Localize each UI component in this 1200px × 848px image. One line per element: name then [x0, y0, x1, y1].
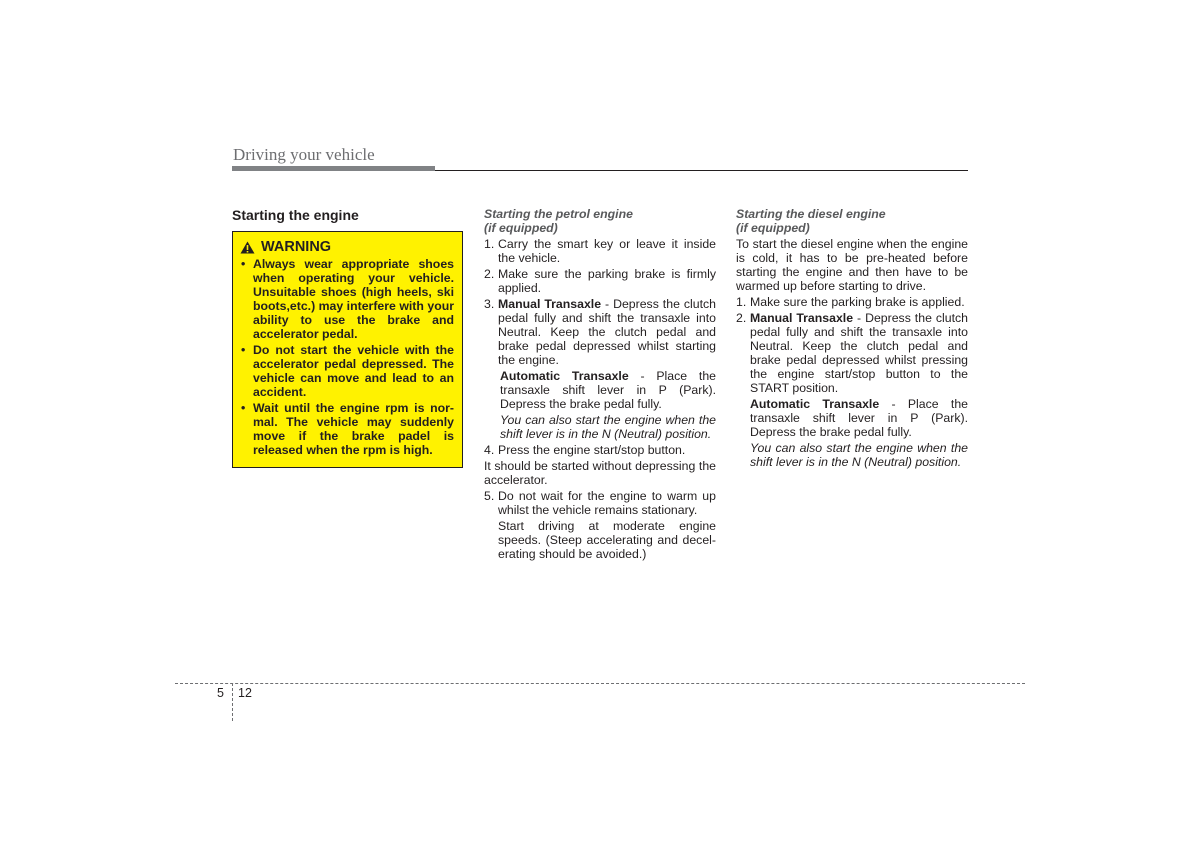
- automatic-transaxle-paragraph: Automatic Transaxle - Place the transaxle shift lever in P (Park). Depress the brake pedal fully.: [500, 369, 717, 411]
- neutral-note: You can also start the engine when the shift lever is in the N (Neutral) position.: [500, 413, 716, 441]
- header-rule-thin: [435, 170, 968, 171]
- section-heading: Starting the engine: [232, 207, 359, 223]
- page-header-title: Driving your vehicle: [233, 145, 375, 164]
- accelerator-note: It should be started without depressing the accelerator.: [484, 459, 716, 487]
- warning-box: [232, 231, 463, 468]
- column-starting-engine: [232, 207, 465, 468]
- warning-item: • Do not start the vehicle with the accelerator pedal depressed. The vehicle can move and lead to an accident.: [241, 343, 454, 399]
- column-petrol-engine: [484, 207, 716, 563]
- page-number: 12: [238, 686, 252, 700]
- chapter-number: 5: [217, 686, 224, 700]
- subheading-petrol: Starting the petrol engine (if equipped): [484, 207, 633, 235]
- column-diesel-engine: [736, 207, 968, 471]
- footer-rule: [175, 683, 1025, 684]
- automatic-transaxle-paragraph: Automatic Transaxle - Place the transaxle shift lever in P (Park). Depress the brake pedal fully.: [750, 397, 969, 439]
- header-rule-thick: [232, 166, 435, 171]
- warning-header: [240, 240, 462, 254]
- list-item: 1. Make sure the parking brake is applied.: [736, 295, 965, 309]
- list-item: 2. Manual Transaxle - Depress the clutch pedal fully and shift the transaxle into Neutral. Keep the clutch pedal and brake pedal depressed whilst pressing the engine start/stop button to the START position.: [736, 311, 968, 395]
- list-item: 3. Manual Transaxle - Depress the clutch pedal fully and shift the transaxle into Neutral. Keep the clutch pedal and brake pedal depressed whilst starting the engine.: [484, 297, 716, 367]
- warning-title: WARNING: [261, 239, 332, 255]
- neutral-note: You can also start the engine when the shift lever is in the N (Neutral) position.: [750, 441, 968, 469]
- list-item: 4. Press the engine start/stop button.: [484, 443, 686, 457]
- list-item: 5. Do not wait for the engine to warm up whilst the vehicle remains stationary.: [484, 489, 716, 517]
- warning-item: • Wait until the engine rpm is nor-mal. The vehicle may suddenly move if the brake padel is released when the rpm is high.: [241, 401, 454, 457]
- footer-divider: [232, 683, 233, 721]
- driving-note: Start driving at moderate engine speeds. (Steep accelerating and decel-erating should be avoided.): [498, 519, 716, 561]
- list-item: 2. Make sure the parking brake is firmly applied.: [484, 267, 716, 295]
- subheading-diesel: Starting the diesel engine (if equipped): [736, 207, 886, 235]
- diesel-intro: To start the diesel engine when the engine is cold, it has to be pre-heated before starting the engine and then have to be warmed up before starting to drive.: [736, 237, 968, 293]
- list-item: 1. Carry the smart key or leave it inside the vehicle.: [484, 237, 716, 265]
- warning-triangle-icon: [240, 241, 255, 254]
- warning-item: • Always wear appropriate shoes when operating your vehicle. Unsuitable shoes (high heels, ski boots,etc.) may interfere with your ability to use the brake and accelerator pedal.: [241, 257, 454, 341]
